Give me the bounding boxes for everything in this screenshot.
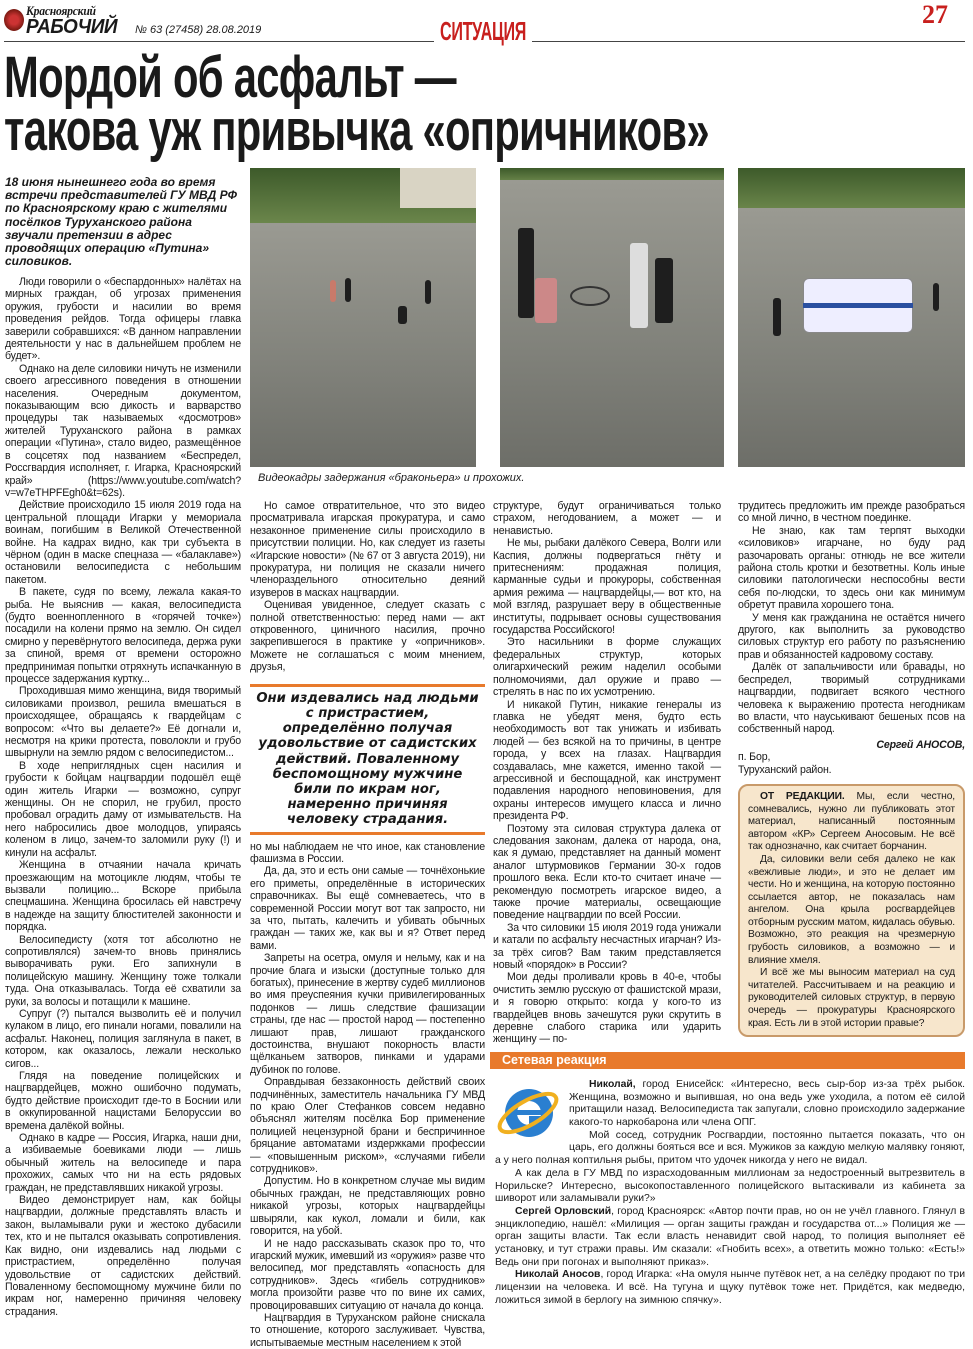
paragraph: Однако на деле силовики ничуть не изменили своего агрессивного поведения в отношении населения. Очередным документом, показывающим всю дикость и варварство процедуры так называемых «досмотров» жителей Туруханского района в рамках операции «Путина», стало видео, размещённое в соцсетях под названием «Беспредел, Россгвардия исполняет, г. Игарка, Красноярский край» (https://www.youtube.com/watch?v=w7eTHPFEgh0&t=62s). — [5, 362, 241, 499]
paragraph: Женщина в отчаянии начала кричать проезжающим на мотоцикле людям, чтобы те вызвали полицию... Вскоре прибыла спецмашина. Женщина бросилась ей навстречу в надежде на защиту блюстителей законности и порядка. — [5, 859, 241, 934]
comment-text: город Енисейск: «Интересно, весь сыр-бор из-за трёх рыбок. Женщина, возможно и выпившая, но она ведь уже уходила, а потом её силой притащили назад. Велосипедиста так запугали, словно происходило задержание какого-то наркобарона или члена ОПГ. — [569, 1078, 965, 1128]
paragraph: Мы, если честно, сомневались, нужно ли публиковать этот материал, написанный постоянным автором «КР» Сергеем Аносовым. Не всё так однозначно, как считает борчанин. — [748, 790, 955, 853]
paragraph: Оправдывая беззаконность действий своих подчинённых, заместитель начальника ГУ МВД по краю Олег Стефанков совсем недавно объяснял жителям посёлка Бор применение полицией нецензурной брани и беспричинное бряцание автоматами издержками профессии — «повышенным риском», «случаями гибели сотрудников». — [250, 1076, 485, 1176]
comment-text: А как дела в ГУ МВД по израсходованным миллионам за недостроенный вытрезвитель в Норильске? Интересно, высокопоставленного полицейского вытаскивали из кабинета за шиворот или заламывали руки?» — [495, 1167, 965, 1205]
order-emblem-icon — [4, 9, 24, 31]
paragraph: Не знаю, как там терпят выходки «силовиков» игарчане, но буду рад разочаровать органы: отнюдь не все жители района столь кротки и безответны. Коль иные силовики патологически неспособны вести себя по-людски, то здесь они как минимум обретут правила хорошего тона. — [738, 524, 965, 612]
comment-text: , город Красноярск: «Автор почти прав, но он не учёл главного. Глянул в энциклопедию, нашёл: «Милиция — орган защиты граждан и государства от...» Полиция же — орган защиты власти. Так если власть ненавидит свой народ, то полиция выполняет её установку, и тут стражи правы. Им сказали: «Гнобить всех», а ответить можно только: «Есть!» Ведь они при погонах и выполняют приказ». — [495, 1205, 965, 1268]
author-byline: Сергей АНОСОВ, — [876, 738, 965, 751]
author-location: п. Бор, — [738, 751, 771, 764]
header-rule-left — [4, 41, 434, 42]
rubric: СИТУАЦИЯ — [440, 16, 527, 46]
paragraph: Мои деды проливали кровь в 40-е, чтобы очистить землю русскую от фашистской мрази, и я говорю открыто: когда у кого-то из гвардейцев вновь зачешутся руки скрутить в деревне слабого старика или ударить женщину — по- — [493, 971, 721, 1046]
paragraph: Не мы, рыбаки далёкого Севера, Волги или Каспия, должны подвергаться гнёту и притеснениям: продажная полиция, карманные судьи и прокуроры, собственная армия режима — нацгвардейцы,— вот кто, на мой взгляд, разрушает веру в общественные институты, подрывает основы существования государства Российского! — [493, 537, 721, 637]
paragraph: И никакой Путин, никакие генералы из главка не убедят меня, будто есть необходимость вот так унижать и избивать людей — без всякой на то причины, в центре города, у всех на глазах. Нацгвардия создавалась, мне кажется, именно такой — агрессивной и беспощадной, как инструмент подавления народного неповиновения, для охраны интересов имущего класса и лично президента РФ. — [493, 698, 721, 823]
logo-line1: Красноярский — [26, 3, 96, 18]
pull-quote: Они издевались над людьми с пристрастием, определённо получая удовольствие от садистских действий. Поваленному беспомощному мужчине били по икрам ног, намеренно причиняя человеку страдания. — [250, 684, 485, 835]
comment-text: Мой сосед, сотрудник Росгвардии, постоянно пытается показать, что он царь, его должны бояться все и вся. Мужиков за каждую мелкую малявку гоняют, а у него полная коптильня рыбы, притом что удочек никогда у него не видал. — [495, 1129, 965, 1167]
paragraph: За что силовики 15 июля 2019 года унижали и катали по асфальту несчастных игарчан? Из-за трёх сигов? Вам таким представляется новый «порядок» в России? — [493, 921, 721, 972]
paragraph: Поэтому эта силовая структура далека от следования законам, далека от народа, она, как я думаю, представляет на данный момент аналог штурмовиков Германии 30-х годов прошлого века. Если кто-то считает иначе — рекомендую посмотреть игарское видео, а также прочие материалы, освещающие поведение нацгвардии по всей России. — [493, 822, 721, 922]
right-area — [490, 500, 965, 1308]
commenter-name: Николай Аносов — [515, 1269, 601, 1281]
photo-2 — [500, 168, 724, 467]
page-number: 27 — [922, 0, 948, 29]
paragraph: Нацгвардия в Туруханском районе снискала то отношение, которого заслуживает. Чувства, испытываемые местным населением к этой — [250, 1311, 485, 1349]
issue-info: № 63 (27458) 28.08.2019 — [135, 24, 262, 36]
comment-text: , город Игарка: «На омуля нынче путёвок нет, а на селёдку продают по три лицензии на человека. И всё. На тугуна и щуку путёвок тоже нет. Придётся, как медведю, ложиться зимой в берлогу на зимнюю спячку». — [495, 1269, 965, 1306]
paragraph: Видео демонстрирует нам, как бойцы нацгвардии, должные представлять власть и закон, выламывали руки и жестоко дубасили тех, кто и не пытался оказывать сопротивления. Как видно, они издевались над людьми с пристрастием, определённо получая удовольствие от садистских действий. Поваленному беспомощному мужчине били по икрам ног, намеренно причиняя человеку страдания. — [5, 1194, 241, 1318]
paragraph: структуре, будут ограничиваться только страхом, негодованием, а может — и ненавистью. — [493, 500, 721, 537]
lead-paragraph: 18 июня нынешнего года во время встречи представителей ГУ МВД РФ по Красноярскому краю с жителями посёлков Туруханского района звучали претензии в адрес проводящих операцию «Путина» силовиков. — [5, 175, 237, 269]
paragraph: Оценивая увиденное, следует сказать с полной ответственностью: перед нами — акт откровенного, циничного насилия, прочно закрепившегося в практике у «опричников». Можете не соглашаться с моим мнением, друзья, — [250, 599, 485, 674]
editorial-note-box — [738, 784, 965, 1037]
logo-line2: РАБОЧИЙ — [26, 16, 118, 38]
paragraph: Далёк от запальчивости или бравады, но беспредел, творимый сотрудниками нацгвардии, подвигает всякого честного человека к выражению протеста негодникам во власти, что науськивают бешеных псов на собственный народ. — [738, 661, 965, 736]
paragraph: Действие происходило 15 июля 2019 года на центральной площади Игарки у мемориала воинам, погибшим в Великой Отечественной войне. На кадрах видно, как три субъекта в чёрном (один в маске спецназа — «балаклаве») остановили велосипедиста с небольшим пакетом. — [5, 499, 241, 586]
paragraph: В пакете, судя по всему, лежала какая-то рыба. Не выяснив — какая, велосипедиста (будто военнопленного в «горячей точке») посадили на колени прямо на землю. Он сидел смирно у перевёрнутого велосипеда, держа руки за спиной, время от времени осторожно предпринимая попытки отряхнуть испачканную в процессе задержания куртку... — [5, 586, 241, 685]
newspaper-logo — [4, 3, 129, 39]
paragraph: Да, силовики вели себя далеко не как «вежливые люди», и это не делает им чести. Но и женщина, на которую постоянно ссылается автор, не показалась нам ангелом. Она крыла росгвардейцев отборным русским матом, кидалась обувью. Возможно, это реакция на чрезмерную грубость силовиков, а возможно — и влияние хмеля. — [748, 853, 955, 966]
commenter-name: Сергей Орловский — [515, 1205, 612, 1217]
paragraph: Супруг (?) пытался вызволить её и получил кулаком в лицо, его пинали ногами, повалили на асфальт. Наконец, полиция заглянула в пакет, в котором, как оказалось, лежали несколько сигов... — [5, 1007, 241, 1070]
paragraph: Но самое отвратительное, что это видео просматривала игарская прокуратура, и само незаконное применение силы происходило в присутствии полиции. Но, как следует из газеты «Игарские новости» (№ 67 от 3 августа 2019), ни прокуратура, ни полиция не сказали ничего членораздельного относительно деяний изуверов в масках нацгвардии. — [250, 500, 485, 599]
paragraph: Проходившая мимо женщина, видя творимый силовиками произвол, решила вмешаться в происходящее, обращаясь к гвардейцам с вопросом: «Что вы делаете?» Её догнали и, несмотря на крики протеста, поволокли и грубо швырнули на землю рядом с велосипедистом... — [5, 685, 241, 760]
headline-line1: Мордой об асфальт — — [4, 45, 456, 110]
headline-line2: такова уж привычка «опричников» — [4, 98, 709, 163]
article-column-2 — [250, 500, 485, 1349]
article-column-3 — [493, 500, 721, 1046]
reader-comments — [490, 1079, 965, 1308]
article-column-1 — [5, 276, 241, 1318]
paragraph: Люди говорили о «беспардонных» налётах на мирных граждан, об угрозах применения оружия, грубости и насилии во время проведения рейдов. Тогда офицеры главка заверили собравшихся: «В данном направлении деятельности у нас в дальнейшем проблем не будет». — [5, 276, 241, 363]
author-district: Туруханский район. — [738, 763, 832, 776]
editorial-label: ОТ РЕДАКЦИИ. — [760, 790, 845, 802]
photo-1 — [250, 168, 476, 467]
paragraph: Велосипедисту (хотя тот абсолютно не сопротивлялся) зачем-то вновь принялись выворачивать руки. Его запихнули в полицейскую машину. Женщину тоже толкали туда. Она отказывалась. Тогда её схватили за руки, за волосы и потащили к машине. — [5, 933, 241, 1008]
paragraph: В ходе неприглядных сцен насилия и грубости к бойцам нацгвардии подошёл ещё один житель Игарки — возможно, супруг женщины. Он не спорил, не грубил, просто пробовал оградить даму от измывательств. На него набросились двое молодцов, упираясь коленом в лицо, зачем-то заломили руку (!) и кинули на асфальт. — [5, 759, 241, 859]
paragraph: Однако в кадре — Россия, Игарка, наши дни, а избиваемые боевиками люди — лишь обычный житель на велосипеде и пара прохожих, самых что ни на есть рядовых граждан, не представлявших никакой угрозы. — [5, 1132, 241, 1194]
commenter-name: Николай, — [589, 1078, 636, 1090]
paragraph: У меня как гражданина не остаётся ничего другого, как выполнить за руководство силовых структур его работу по разъяснению прав и обязанностей кадровому составу. — [738, 611, 965, 661]
internet-explorer-icon — [495, 1081, 561, 1141]
paragraph: И всё же мы выносим материал на суд читателей. Рассчитываем и на реакцию и руководителей силовых структур, в первую очередь — прокуратуры Красноярского края. Есть ли в этой истории правые? — [748, 967, 955, 1029]
article-column-4 — [738, 500, 965, 1037]
paragraph: Запреты на осетра, омуля и нельму, как и на прочие блага и изыски (доступные только для богатых), принесение в жертву судеб миллионов во имя преуспеяния кучки привилегированных подонков — лишь следствие фашизации страны, где нас — простой народ — постепенно лишают прав, лишают гражданского достоинства, внушают покорность власти щёлканьем затворов, пинками и ударами дубинок по голове. — [250, 952, 485, 1076]
paragraph: И не надо рассказывать сказок про то, что игарский мужик, имевший из «оружия» разве что велосипед, мог представлять «опасность для сотрудников». Здесь «гибель сотрудников» могла произойти разве что по вине их самих, провоцировавших ситуацию от начала до конца. — [250, 1237, 485, 1312]
section-heading-network-reaction: Сетевая реакция — [490, 1052, 965, 1069]
paragraph: но мы наблюдаем не что иное, как становление фашизма в России. — [250, 840, 485, 865]
header-rule-right — [532, 41, 965, 42]
paragraph: Допустим. Но в конкретном случае мы видим обычных граждан, не представляющих ровно никакой угрозы, которых нацгвардейцы швыряли, как кукол, ломали и били, как говорится, на убой. — [250, 1175, 485, 1238]
photo-caption: Видеокадры задержания «браконьера» и прохожих. — [258, 472, 525, 484]
photo-3 — [738, 168, 965, 467]
paragraph: трудитесь предложить им прежде разобраться со мной лично, в честном поединке. — [738, 500, 965, 525]
paragraph: Да, да, это и есть они самые — точнёхонькие его приметы, определённые в исторических справочниках. Вы ещё сомневаетесь, что в современной России могут вот так запросто, ни за что, пытать, калечить и убивать обычных граждан — таких же, как вы и я? Ответ перед вами. — [250, 865, 485, 952]
paragraph: Это насильники в форме служащих федеральных структур, которых олигархический режим наделил особыми полномочиями, дал оружие и право — стрелять в нас по их усмотрению. — [493, 636, 721, 699]
paragraph: Глядя на поведение полицейских и нацгвардейцев, можно ошибочно подумать, будто действие происходит где-то в Боснии или в оккупированной нацистами Белоруссии во времена далёкой войны. — [5, 1070, 241, 1132]
